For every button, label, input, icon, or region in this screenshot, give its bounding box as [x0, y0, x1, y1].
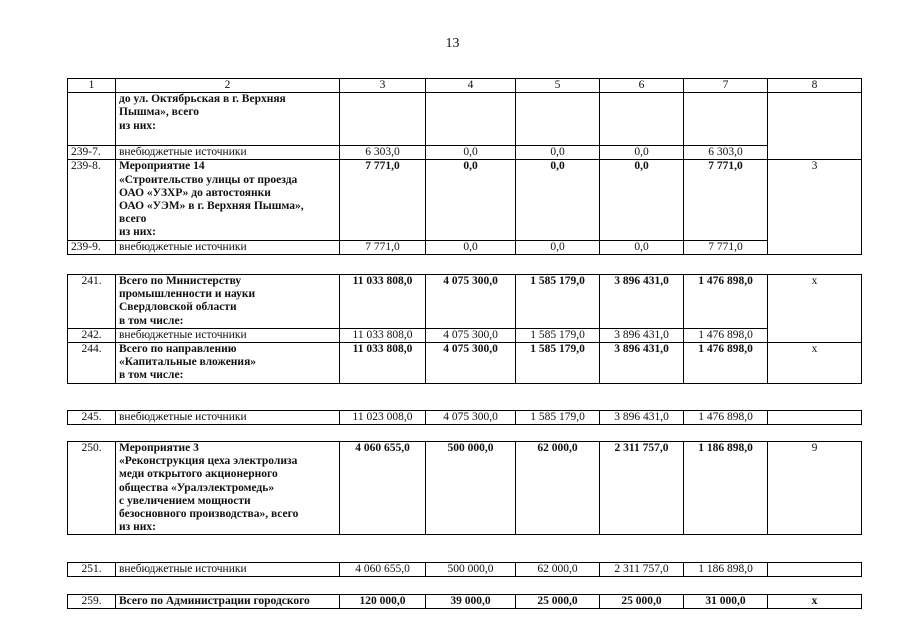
value-cell: 39 000,0: [426, 595, 516, 609]
value-cell: 7 771,0: [340, 240, 426, 254]
value-cell: 1 476 898,0: [684, 343, 768, 384]
value-cell: [768, 411, 862, 425]
row-label: [116, 275, 340, 329]
row-number: 239-8.: [68, 160, 116, 240]
label-line: Всего по направлению: [119, 343, 237, 356]
row-number: 250.: [68, 442, 116, 535]
value-cell: 62 000,0: [516, 563, 600, 577]
value-cell: 9: [768, 442, 862, 535]
row-number: [68, 93, 116, 146]
value-cell: 1 585 179,0: [516, 328, 600, 342]
value-cell: 4 075 300,0: [426, 328, 516, 342]
value-cell: 6 303,0: [684, 146, 768, 160]
page-number: 13: [445, 36, 460, 51]
value-cell: [516, 93, 600, 146]
table-row: [68, 343, 862, 384]
label-line: Свердловской области: [119, 301, 237, 314]
budget-table-block-6: [67, 594, 862, 609]
table-header-row: [68, 79, 862, 93]
row-number: 245.: [68, 411, 116, 425]
value-cell: 7 771,0: [684, 240, 768, 254]
value-cell: х: [768, 595, 862, 609]
row-label: [116, 160, 340, 240]
value-cell: [684, 93, 768, 146]
label-line: «Реконструкция цеха электролиза: [119, 455, 298, 468]
row-label: [116, 442, 340, 535]
value-cell: 0,0: [426, 240, 516, 254]
value-cell: 1 476 898,0: [684, 411, 768, 425]
row-label: [116, 343, 340, 384]
header-cell: 5: [516, 79, 600, 93]
value-cell: [340, 93, 426, 146]
row-label: Всего по Администрации городского: [116, 595, 340, 609]
value-cell: [768, 563, 862, 577]
value-cell: 0,0: [516, 146, 600, 160]
value-cell: 0,0: [600, 240, 684, 254]
value-cell: 3 896 431,0: [600, 328, 684, 342]
table-row: [68, 563, 862, 577]
budget-table-block-2: [67, 274, 862, 384]
label-line: Мероприятие 3: [119, 442, 199, 454]
value-cell: 0,0: [600, 146, 684, 160]
header-cell: 8: [768, 79, 862, 93]
label-line: Всего по Министерству: [119, 275, 242, 287]
value-cell: 11 033 808,0: [340, 343, 426, 384]
row-label: [116, 93, 340, 146]
table-row: [68, 240, 862, 254]
value-cell: 3 896 431,0: [600, 275, 684, 329]
value-cell: 1 585 179,0: [516, 275, 600, 329]
value-cell: 2 311 757,0: [600, 442, 684, 535]
label-line: Пышма», всего: [119, 106, 200, 119]
row-number: 239-9.: [68, 240, 116, 254]
header-cell: 2: [116, 79, 340, 93]
value-cell: х: [768, 275, 862, 343]
table-row: [68, 595, 862, 609]
budget-table-block-4: [67, 441, 862, 535]
value-cell: [426, 93, 516, 146]
value-cell: 4 075 300,0: [426, 275, 516, 329]
header-cell: 1: [68, 79, 116, 93]
budget-table-block-1: [67, 78, 862, 255]
header-cell: 3: [340, 79, 426, 93]
row-label: внебюджетные источники: [116, 146, 340, 160]
row-number: 251.: [68, 563, 116, 577]
label-line: с увеличением мощности: [119, 494, 251, 507]
value-cell: 500 000,0: [426, 442, 516, 535]
label-line: общества «Уралэлектромедь»: [119, 481, 275, 494]
label-line: из них:: [119, 521, 156, 534]
value-cell: 25 000,0: [600, 595, 684, 609]
value-cell: 1 186 898,0: [684, 442, 768, 535]
value-cell: 3: [768, 160, 862, 254]
value-cell: 7 771,0: [684, 160, 768, 240]
budget-table-block-3: [67, 410, 862, 425]
value-cell: 1 186 898,0: [684, 563, 768, 577]
table-row: [68, 328, 862, 342]
value-cell: 0,0: [516, 160, 600, 240]
row-label: внебюджетные источники: [116, 240, 340, 254]
value-cell: 1 585 179,0: [516, 343, 600, 384]
table-row: [68, 275, 862, 329]
value-cell: 1 585 179,0: [516, 411, 600, 425]
table-row: [68, 442, 862, 535]
row-number: 259.: [68, 595, 116, 609]
value-cell: [768, 93, 862, 160]
label-line: Мероприятие 14: [119, 160, 205, 173]
value-cell: х: [768, 343, 862, 384]
value-cell: 1 476 898,0: [684, 275, 768, 329]
label-line: из них:: [119, 119, 156, 132]
header-cell: 6: [600, 79, 684, 93]
label-line: ОАО «УЗХР» до автостоянки: [119, 186, 271, 199]
value-cell: 1 476 898,0: [684, 328, 768, 342]
value-cell: [600, 93, 684, 146]
header-cell: 4: [426, 79, 516, 93]
value-cell: 7 771,0: [340, 160, 426, 240]
table-row: [68, 160, 862, 240]
label-line: безосновного производства», всего: [119, 508, 299, 521]
value-cell: 25 000,0: [516, 595, 600, 609]
value-cell: 3 896 431,0: [600, 411, 684, 425]
table-row: [68, 93, 862, 146]
value-cell: 11 023 008,0: [340, 411, 426, 425]
value-cell: 3 896 431,0: [600, 343, 684, 384]
table-row: [68, 411, 862, 425]
row-label: внебюджетные источники: [116, 563, 340, 577]
value-cell: 0,0: [516, 240, 600, 254]
label-line: в том числе:: [119, 314, 184, 327]
value-cell: 0,0: [600, 160, 684, 240]
value-cell: 4 075 300,0: [426, 411, 516, 425]
value-cell: 0,0: [426, 160, 516, 240]
value-cell: 31 000,0: [684, 595, 768, 609]
label-line: в том числе:: [119, 369, 184, 382]
row-label: внебюджетные источники: [116, 411, 340, 425]
budget-table-block-5: [67, 562, 862, 577]
label-line: промышленности и науки: [119, 288, 256, 301]
row-number: 241.: [68, 275, 116, 329]
value-cell: 11 033 808,0: [340, 275, 426, 329]
label-line: ОАО «УЭМ» в г. Верхняя Пышма»,: [119, 200, 304, 213]
value-cell: 120 000,0: [340, 595, 426, 609]
label-line: всего: [119, 213, 147, 226]
label-line: до ул. Октябрьская в г. Верхняя: [119, 93, 286, 106]
value-cell: 4 060 655,0: [340, 563, 426, 577]
value-cell: 0,0: [426, 146, 516, 160]
value-cell: 6 303,0: [340, 146, 426, 160]
label-line: из них:: [119, 226, 156, 239]
row-number: 244.: [68, 343, 116, 384]
row-number: 242.: [68, 328, 116, 342]
value-cell: 2 311 757,0: [600, 563, 684, 577]
value-cell: 11 033 808,0: [340, 328, 426, 342]
table-row: [68, 146, 862, 160]
value-cell: 500 000,0: [426, 563, 516, 577]
value-cell: 4 075 300,0: [426, 343, 516, 384]
row-number: 239-7.: [68, 146, 116, 160]
label-line: меди открытого акционерного: [119, 468, 278, 481]
label-line: «Строительство улицы от проезда: [119, 173, 298, 186]
value-cell: 4 060 655,0: [340, 442, 426, 535]
value-cell: 62 000,0: [516, 442, 600, 535]
row-label: внебюджетные источники: [116, 328, 340, 342]
header-cell: 7: [684, 79, 768, 93]
label-line: «Капитальные вложения»: [119, 356, 257, 369]
